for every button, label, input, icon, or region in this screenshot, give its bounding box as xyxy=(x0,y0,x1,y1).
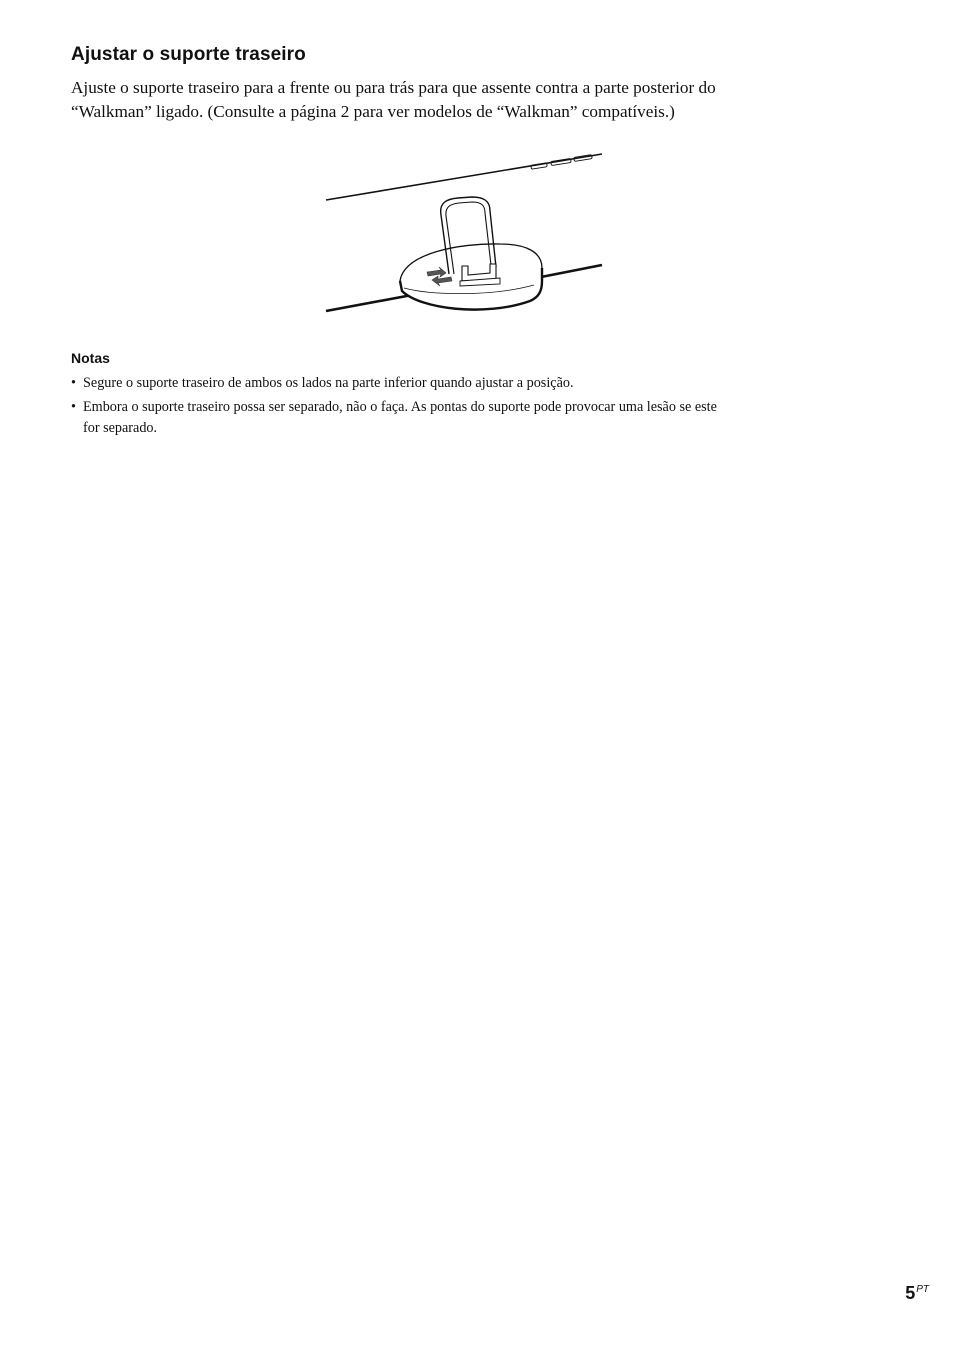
language-code: PT xyxy=(916,1284,929,1295)
device-bottom-edge xyxy=(536,265,602,278)
note-text: Embora o suporte traseiro possa ser separado, não o faça. As pontas do suporte pode provocar uma lesão se este xyxy=(83,399,717,415)
bullet: • xyxy=(71,375,76,391)
notes-title: Notas xyxy=(71,350,110,366)
intro-line: Ajuste o suporte traseiro para a frente ou para trás para que assente contra a parte posterior do xyxy=(71,78,716,97)
note-item xyxy=(71,397,871,439)
note-item xyxy=(71,373,871,394)
note-text: for separado. xyxy=(83,420,158,436)
rear-support-illustration xyxy=(320,145,610,325)
page-number xyxy=(905,1283,929,1304)
intro-paragraph xyxy=(71,76,871,124)
intro-line: “Walkman” ligado. (Consulte a página 2 para ver modelos de “Walkman” compatíveis.) xyxy=(71,102,675,121)
device-bottom-edge xyxy=(326,295,412,311)
bullet: • xyxy=(71,399,76,415)
note-text: Segure o suporte traseiro de ambos os lados na parte inferior quando ajustar a posição. xyxy=(83,375,574,391)
page-number-value: 5 xyxy=(905,1283,916,1303)
section-title: Ajustar o suporte traseiro xyxy=(71,44,306,65)
device-top-edge xyxy=(326,154,602,200)
notes-list xyxy=(71,373,871,442)
